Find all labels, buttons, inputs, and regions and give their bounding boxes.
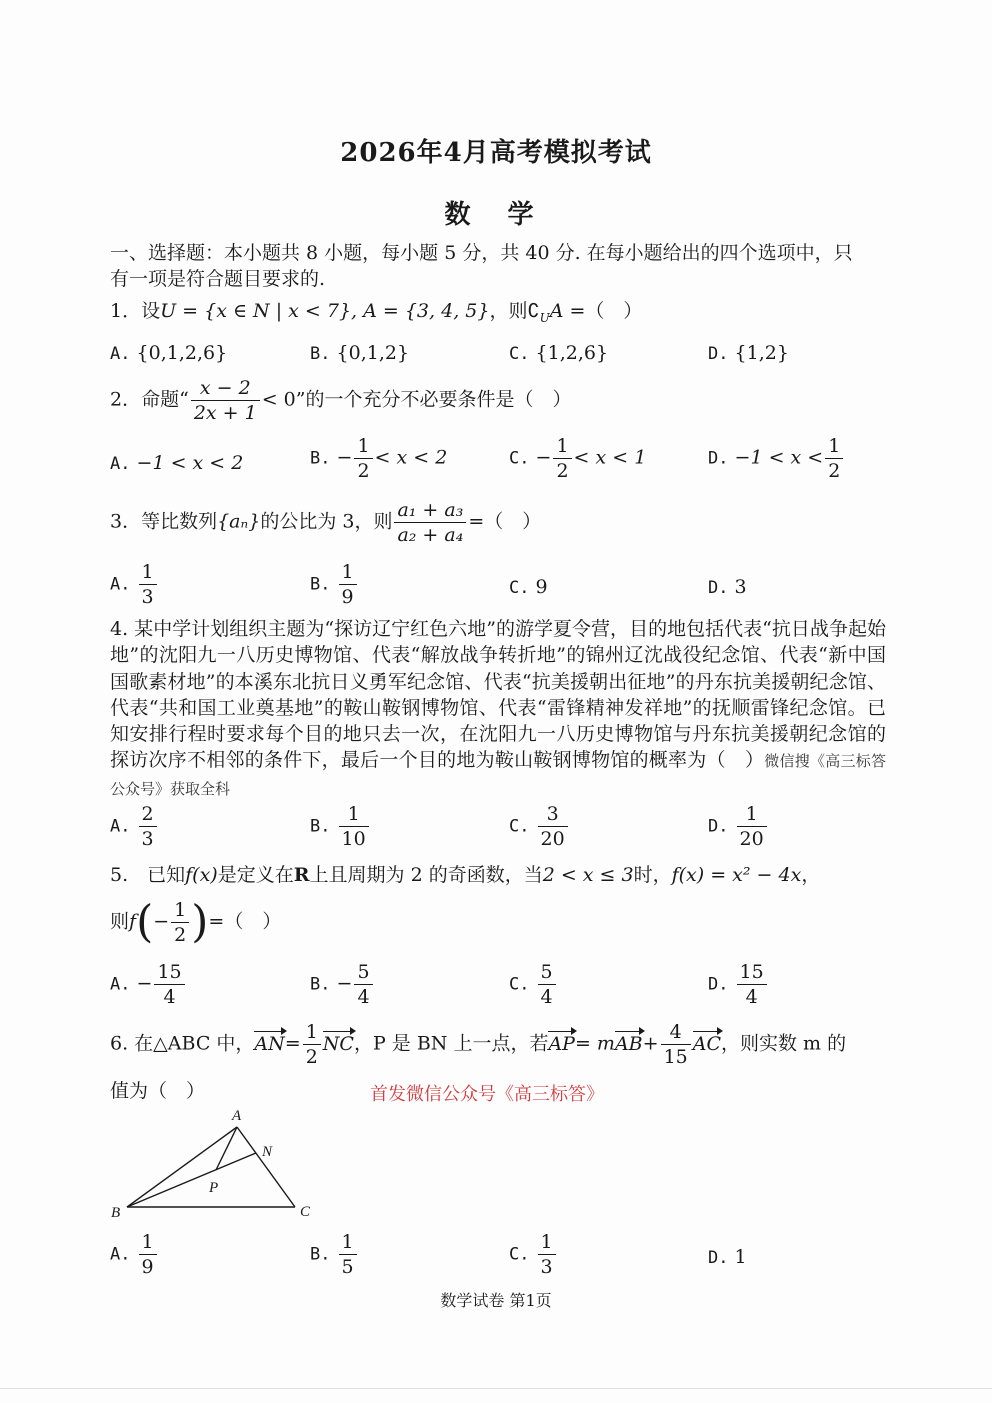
option-label: C. bbox=[509, 578, 530, 598]
q5-lparen: ( bbox=[136, 896, 154, 948]
option-label: B. bbox=[310, 344, 331, 364]
triangle-figure bbox=[105, 1100, 325, 1225]
q2-option-b[interactable] bbox=[310, 434, 447, 483]
question-2 bbox=[110, 376, 572, 425]
option-label: B. bbox=[310, 448, 331, 469]
frac-num: 5 bbox=[538, 960, 556, 985]
frac-den: 3 bbox=[141, 828, 154, 850]
label-b: B bbox=[111, 1205, 121, 1221]
side-ab bbox=[127, 1127, 237, 1207]
option-fraction bbox=[737, 960, 767, 1009]
page-footer: 数学试卷 第1页 bbox=[440, 1291, 552, 1310]
option-fraction bbox=[154, 960, 184, 1009]
option-fraction bbox=[553, 434, 571, 483]
frac-den: 20 bbox=[540, 828, 565, 850]
question-6-line2: 值为（ ） bbox=[110, 1080, 206, 1102]
q5-num: 5. 已知 bbox=[110, 864, 186, 886]
q6-eq-m: = m bbox=[574, 1032, 615, 1055]
frac-num: a₁ + a₃ bbox=[394, 498, 466, 523]
side-ac bbox=[237, 1127, 295, 1207]
q6-plus: + bbox=[642, 1032, 659, 1055]
q1-num: 1．设 bbox=[110, 300, 161, 322]
q5-f: f bbox=[129, 910, 137, 933]
option-label: C. bbox=[509, 448, 530, 469]
option-text: 9 bbox=[535, 576, 548, 598]
option-label: B. bbox=[310, 974, 331, 995]
frac-num: 1 bbox=[303, 1020, 321, 1045]
q5-text-2: 上且周期为 2 的奇函数，当 bbox=[309, 864, 543, 886]
q3-option-b[interactable] bbox=[310, 560, 359, 609]
q2-option-a[interactable] bbox=[110, 450, 243, 477]
frac-den: 20 bbox=[739, 828, 764, 850]
vector-ap: AP bbox=[548, 1032, 575, 1055]
option-text: {1,2} bbox=[734, 342, 789, 364]
q5-fx: f(x) bbox=[185, 864, 218, 886]
q5-then: 则 bbox=[110, 910, 130, 933]
frac-den: 10 bbox=[341, 828, 366, 850]
option-fraction bbox=[139, 802, 157, 851]
q4-option-c[interactable] bbox=[509, 802, 570, 851]
option-label: D. bbox=[708, 1248, 729, 1268]
q6-option-d[interactable] bbox=[708, 1244, 747, 1271]
option-fraction bbox=[538, 802, 568, 851]
frac-den: a₂ + a₄ bbox=[397, 524, 464, 546]
frac-num: 1 bbox=[825, 434, 843, 459]
option-fraction bbox=[354, 434, 372, 483]
label-p: P bbox=[209, 1180, 219, 1196]
option-sign: − bbox=[336, 972, 353, 995]
frac-num: 5 bbox=[354, 960, 372, 985]
q2-fraction bbox=[191, 376, 260, 425]
q2-option-c[interactable] bbox=[509, 434, 646, 483]
q5-cond: 2 < x ≤ 3 bbox=[542, 864, 634, 886]
q1-then: ，则 bbox=[489, 300, 528, 322]
q2-num: 2．命题 bbox=[110, 388, 180, 411]
option-fraction bbox=[538, 1230, 556, 1279]
q5-text-3: 时， bbox=[633, 864, 672, 886]
option-label: D. bbox=[708, 448, 729, 469]
frac-den: 3 bbox=[141, 586, 154, 608]
watermark-note: 微信搜《高三标答公众号》获取全科 bbox=[110, 752, 886, 798]
option-label: A. bbox=[110, 344, 131, 364]
option-label: B. bbox=[310, 574, 331, 595]
option-text: {0,1,2,6} bbox=[136, 342, 228, 364]
question-4 bbox=[110, 616, 886, 802]
exam-title: 2026年4月高考模拟考试 bbox=[340, 138, 652, 168]
q4-option-a[interactable] bbox=[110, 802, 159, 851]
watermark-red: 首发微信公众号《高三标答》 bbox=[370, 1084, 604, 1105]
question-3 bbox=[110, 498, 541, 547]
option-label: C. bbox=[509, 816, 530, 837]
q1-paren: （ ） bbox=[585, 300, 643, 322]
frac-den: 2 bbox=[357, 460, 370, 482]
frac-num: 2 bbox=[139, 802, 157, 827]
vector-ab: AB bbox=[614, 1032, 643, 1055]
q6-option-c[interactable] bbox=[509, 1230, 558, 1279]
q6-eq: = bbox=[284, 1032, 301, 1055]
vector-an: AN bbox=[254, 1032, 285, 1055]
q4-option-d[interactable] bbox=[708, 802, 769, 851]
label-c: C bbox=[300, 1204, 311, 1220]
q5-option-a[interactable] bbox=[110, 960, 187, 1009]
q4-text: 4. 某中学计划组织主题为“探访辽宁红色六地”的游学夏令营，目的地包括代表“抗日战争起始地”的沈阳九一八历史博物馆、代表“解放战争转折地”的锦州辽沈战役纪念馆、代表“新中国国歌素材地”的本溪东北抗日义勇军纪念馆、代表“抗美援朝出征地”的丹东抗美援朝纪念馆、代表“共和国工业奠基地”的鞍山鞍钢博物馆、代表“雷锋精神发祥地”的抚顺雷锋纪念馆。已知安排行程时要求每个目的地只去一次，在沈阳九一八历史博物馆与丹东抗美援朝纪念馆的探访次序不相邻的条件下，最后一个目的地为鞍山鞍钢博物馆的概率为（ ） bbox=[110, 618, 886, 772]
q6-text-3: ，则实数 m 的 bbox=[721, 1032, 847, 1055]
option-label: C. bbox=[509, 344, 530, 364]
bottom-divider bbox=[0, 1388, 992, 1389]
frac-num: 1 bbox=[171, 898, 189, 923]
label-n: N bbox=[262, 1144, 273, 1160]
q6-coef-fraction bbox=[661, 1020, 691, 1069]
q3-option-c[interactable] bbox=[509, 574, 548, 601]
subject-title: 数 学 bbox=[444, 200, 548, 230]
q3-num: 3．等比数列 bbox=[110, 510, 218, 533]
frac-num: 1 bbox=[339, 1230, 357, 1255]
q3-eq: =（ ） bbox=[468, 510, 542, 533]
frac-den: 9 bbox=[341, 586, 354, 608]
frac-den: 4 bbox=[357, 986, 370, 1008]
option-fraction bbox=[354, 960, 372, 1009]
option-text: 1 bbox=[734, 1246, 747, 1268]
frac-num: 1 bbox=[553, 434, 571, 459]
q3-ratio: 的公比为 3，则 bbox=[260, 510, 393, 533]
option-label: A. bbox=[110, 574, 131, 595]
option-fraction bbox=[737, 802, 767, 851]
option-sign: − bbox=[136, 972, 153, 995]
q5-option-b[interactable] bbox=[310, 960, 375, 1009]
q5-expr: f(x) = x² − 4x bbox=[671, 864, 802, 886]
question-5 bbox=[110, 862, 820, 888]
q2-lt0: < 0 bbox=[261, 388, 296, 411]
q5-real-set: R bbox=[293, 864, 310, 886]
frac-num: 1 bbox=[538, 1230, 556, 1255]
q2-quote-close: ”的一个充分不必要条件是（ ） bbox=[295, 388, 572, 411]
q5-option-c[interactable] bbox=[509, 960, 558, 1009]
q2-quote: “ bbox=[179, 388, 189, 411]
option-label: B. bbox=[310, 1244, 331, 1265]
frac-den: 2x + 1 bbox=[193, 402, 257, 424]
frac-den: 4 bbox=[745, 986, 758, 1008]
q2-option-d[interactable] bbox=[708, 434, 845, 483]
q6-text: 6. 在△ABC 中， bbox=[110, 1032, 255, 1055]
frac-num: 1 bbox=[339, 802, 369, 827]
option-label: D. bbox=[708, 578, 729, 598]
option-label: C. bbox=[509, 1244, 530, 1265]
option-fraction bbox=[339, 1230, 357, 1279]
question-6 bbox=[110, 1020, 846, 1069]
frac-den: 5 bbox=[341, 1256, 354, 1278]
option-text: {1,2,6} bbox=[535, 342, 609, 364]
option-fraction bbox=[825, 434, 843, 483]
option-text: < x < 2 bbox=[374, 446, 448, 469]
option-label: A. bbox=[110, 974, 131, 995]
frac-den: 4 bbox=[540, 986, 553, 1008]
option-label: D. bbox=[708, 344, 729, 364]
option-sign: − bbox=[336, 446, 353, 469]
q5-option-d[interactable] bbox=[708, 960, 769, 1009]
frac-num: 15 bbox=[737, 960, 767, 985]
option-fraction bbox=[339, 560, 357, 609]
frac-den: 2 bbox=[556, 460, 569, 482]
segment-bn bbox=[127, 1153, 256, 1207]
q1-a-eq: A = bbox=[549, 300, 586, 322]
section-heading: 一、选择题：本小题共 8 小题，每小题 5 分，共 40 分. 在每小题给出的四个选项中，只 bbox=[110, 242, 853, 264]
option-text: 3 bbox=[734, 576, 747, 598]
q6-option-a[interactable] bbox=[110, 1230, 159, 1279]
question-5-line2: 则f(− $\frac{1}{2}$ )=（ ） bbox=[110, 896, 282, 948]
vector-ac: AC bbox=[692, 1032, 722, 1055]
option-text: < x < 1 bbox=[573, 446, 647, 469]
section-heading-line2: 有一项是符合题目要求的. bbox=[110, 268, 326, 290]
complement-symbol: ∁ bbox=[527, 300, 540, 322]
q1-sets: U = {x ∈ N | x < 7}, A = {3, 4, 5} bbox=[160, 300, 490, 322]
option-label: C. bbox=[509, 974, 530, 995]
option-label: A. bbox=[110, 454, 131, 474]
label-a: A bbox=[232, 1108, 242, 1124]
q6-option-b[interactable] bbox=[310, 1230, 359, 1279]
q6-text-2: ，P 是 BN 上一点，若 bbox=[353, 1032, 549, 1055]
frac-den: 15 bbox=[663, 1046, 688, 1068]
frac-num: 4 bbox=[661, 1020, 691, 1045]
option-fraction bbox=[538, 960, 556, 1009]
frac-num: 1 bbox=[354, 434, 372, 459]
q3-option-a[interactable] bbox=[110, 560, 159, 609]
frac-den: 2 bbox=[828, 460, 841, 482]
frac-num: 1 bbox=[139, 1230, 157, 1255]
q3-seq: {aₙ} bbox=[217, 510, 261, 533]
frac-den: 9 bbox=[141, 1256, 154, 1278]
frac-num: 1 bbox=[339, 560, 357, 585]
q5-text: 是定义在 bbox=[217, 864, 294, 886]
q5-rparen: ) bbox=[191, 896, 209, 948]
q1-option-a[interactable] bbox=[110, 340, 227, 367]
frac-num: 1 bbox=[737, 802, 767, 827]
question-1 bbox=[110, 298, 642, 331]
option-sign: − bbox=[535, 446, 552, 469]
q6-half-fraction bbox=[303, 1020, 321, 1069]
option-text: −1 < x < 2 bbox=[136, 452, 244, 474]
option-label: A. bbox=[110, 1244, 131, 1265]
q1-option-c[interactable] bbox=[509, 340, 608, 367]
q1-option-b[interactable] bbox=[310, 340, 409, 367]
option-label: B. bbox=[310, 816, 331, 837]
q5-eq: =（ ） bbox=[208, 910, 282, 933]
frac-num: 1 bbox=[139, 560, 157, 585]
vector-nc: NC bbox=[322, 1032, 354, 1055]
frac-num: 15 bbox=[154, 960, 184, 985]
q3-option-d[interactable] bbox=[708, 574, 747, 601]
q1-option-d[interactable] bbox=[708, 340, 789, 367]
option-label: D. bbox=[708, 974, 729, 995]
option-fraction bbox=[339, 802, 369, 851]
option-fraction bbox=[139, 560, 157, 609]
q5-comma: ， bbox=[801, 864, 821, 886]
q1-sub: U bbox=[539, 310, 550, 325]
frac-den: 4 bbox=[163, 986, 176, 1008]
option-label: A. bbox=[110, 816, 131, 837]
option-text: −1 < x < bbox=[734, 446, 824, 469]
segment-ap bbox=[216, 1127, 237, 1170]
q4-option-b[interactable] bbox=[310, 802, 371, 851]
option-fraction bbox=[139, 1230, 157, 1279]
frac-den: 3 bbox=[540, 1256, 553, 1278]
q5-arg-fraction bbox=[171, 898, 189, 947]
option-label: D. bbox=[708, 816, 729, 837]
frac-num: 3 bbox=[538, 802, 568, 827]
frac-den: 2 bbox=[174, 924, 187, 946]
q3-fraction bbox=[394, 498, 466, 547]
option-text: {0,1,2} bbox=[336, 342, 410, 364]
frac-num: x − 2 bbox=[191, 376, 260, 401]
frac-den: 2 bbox=[305, 1046, 318, 1068]
